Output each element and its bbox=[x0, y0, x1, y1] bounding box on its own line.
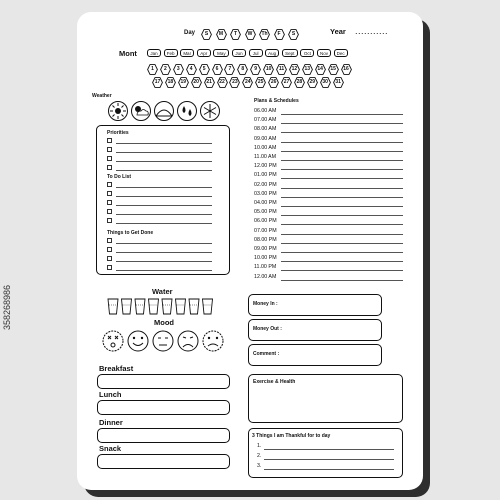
date-hex-label: 31 bbox=[335, 79, 341, 85]
sad-face-icon[interactable] bbox=[178, 331, 198, 351]
date-hex[interactable] bbox=[242, 77, 253, 88]
thankful-item-number: 1. bbox=[257, 443, 262, 449]
month-pill[interactable]: Mar bbox=[180, 49, 194, 57]
dizzy-face-icon[interactable] bbox=[103, 331, 123, 351]
task-line[interactable] bbox=[116, 143, 212, 144]
date-hex-label: 1 bbox=[151, 66, 154, 72]
water-cup-icon[interactable] bbox=[176, 299, 186, 314]
date-hex[interactable] bbox=[315, 64, 326, 75]
schedule-time: 07.00 PM bbox=[254, 227, 277, 234]
month-pill[interactable]: Aug bbox=[265, 49, 279, 57]
schedule-time: 01.00 PM bbox=[254, 172, 277, 179]
things-label: Things to Get Done bbox=[107, 230, 154, 236]
date-hex[interactable] bbox=[276, 64, 287, 75]
image-id: 358268986 bbox=[2, 284, 12, 330]
day-hex-label: T bbox=[233, 31, 238, 37]
rain-icon[interactable] bbox=[178, 102, 197, 121]
date-hex[interactable] bbox=[281, 77, 292, 88]
date-hex-label: 4 bbox=[189, 66, 193, 72]
date-hex-label: 22 bbox=[219, 79, 225, 85]
task-line[interactable] bbox=[116, 261, 212, 262]
dinner-label: Dinner bbox=[99, 418, 123, 427]
date-hex[interactable] bbox=[263, 64, 274, 75]
date-hex-label: 12 bbox=[291, 66, 298, 72]
task-line[interactable] bbox=[116, 161, 212, 162]
schedule-time: 03.00 PM bbox=[254, 190, 277, 197]
date-hex-label: 7 bbox=[228, 66, 232, 72]
task-checkbox[interactable] bbox=[107, 165, 112, 170]
schedule-time: 09.00 PM bbox=[254, 246, 277, 252]
schedule-line[interactable] bbox=[281, 151, 403, 152]
month-pill[interactable]: Dec bbox=[334, 49, 348, 57]
day-hex-label: Th bbox=[261, 31, 268, 37]
day-hex[interactable] bbox=[288, 29, 299, 40]
day-label: Day bbox=[184, 30, 196, 36]
task-line[interactable] bbox=[116, 223, 212, 224]
task-checkbox[interactable] bbox=[107, 147, 112, 152]
schedule-line[interactable] bbox=[281, 169, 403, 170]
date-hex-label: 14 bbox=[317, 66, 323, 72]
water-cup-icon[interactable] bbox=[162, 299, 172, 314]
task-checkbox[interactable] bbox=[107, 200, 112, 205]
snow-icon[interactable] bbox=[201, 102, 220, 121]
todo-label: To Do List bbox=[107, 174, 132, 180]
date-hex-label: 3 bbox=[176, 66, 180, 72]
date-hex[interactable] bbox=[255, 77, 266, 88]
task-checkbox[interactable] bbox=[107, 209, 112, 214]
schedule-time: 10.00 AM bbox=[254, 144, 277, 151]
schedule-line[interactable] bbox=[281, 261, 403, 262]
schedule-line[interactable] bbox=[281, 270, 403, 271]
neutral-face-icon[interactable] bbox=[153, 331, 173, 351]
schedule-line[interactable] bbox=[281, 114, 403, 115]
date-hex-label: 19 bbox=[180, 79, 187, 85]
thankful-line[interactable] bbox=[264, 449, 394, 450]
month-pill[interactable]: Jul bbox=[249, 49, 263, 57]
schedule-time: 10.00 PM bbox=[254, 255, 277, 262]
month-pill[interactable]: Oct bbox=[300, 49, 314, 57]
schedule-line[interactable] bbox=[281, 160, 403, 161]
date-hex-label: 9 bbox=[254, 66, 258, 72]
money-in-label: Money In : bbox=[253, 301, 278, 307]
date-hex-label: 2 bbox=[164, 66, 167, 72]
date-hex-label: 26 bbox=[270, 79, 277, 85]
task-checkbox[interactable] bbox=[107, 247, 112, 252]
date-hex-label: 8 bbox=[241, 66, 245, 72]
schedule-line[interactable] bbox=[281, 215, 403, 216]
month-pill[interactable]: Nov bbox=[317, 49, 331, 57]
schedule-time: 11.00 PM bbox=[254, 264, 277, 271]
month-pill[interactable]: Feb bbox=[164, 49, 178, 57]
month-pill[interactable]: Apr bbox=[197, 49, 211, 57]
date-hex[interactable] bbox=[217, 77, 228, 88]
schedule-time: 06.00 AM bbox=[254, 108, 277, 114]
water-cup-icon[interactable] bbox=[122, 299, 132, 314]
date-hex[interactable] bbox=[165, 77, 176, 88]
month-pill[interactable]: Jan bbox=[147, 49, 161, 57]
date-hex-label: 21 bbox=[206, 79, 212, 85]
date-hex[interactable] bbox=[204, 77, 215, 88]
exercise-label: Exercise & Health bbox=[253, 379, 296, 385]
schedule-time: 11.00 AM bbox=[254, 154, 276, 160]
sun-icon[interactable] bbox=[109, 102, 128, 121]
date-hex[interactable] bbox=[186, 64, 197, 75]
water-cup-icon[interactable] bbox=[135, 299, 145, 314]
schedule-line[interactable] bbox=[281, 142, 403, 143]
month-pill[interactable]: Sept bbox=[282, 49, 298, 57]
date-hex[interactable] bbox=[294, 77, 305, 88]
task-checkbox[interactable] bbox=[107, 218, 112, 223]
thankful-item-number: 3. bbox=[257, 463, 262, 469]
month-pill[interactable]: May bbox=[213, 49, 229, 57]
day-hex[interactable] bbox=[201, 29, 212, 40]
task-line[interactable] bbox=[116, 243, 212, 244]
schedule-time: 05.00 PM bbox=[254, 209, 277, 216]
snack-label: Snack bbox=[99, 444, 122, 453]
water-label: Water bbox=[152, 287, 173, 296]
date-hex-label: 6 bbox=[215, 66, 219, 72]
thankful-label: 3 Things I am Thankful for to day bbox=[252, 433, 331, 439]
day-hex[interactable] bbox=[274, 29, 285, 40]
month-label: Mont bbox=[119, 49, 137, 58]
date-hex[interactable] bbox=[229, 77, 240, 88]
schedule-line[interactable] bbox=[281, 132, 403, 133]
thankful-item-number: 2. bbox=[257, 453, 262, 459]
task-checkbox[interactable] bbox=[107, 265, 112, 270]
date-hex-label: 5 bbox=[202, 66, 206, 72]
mood-faces bbox=[102, 328, 224, 359]
day-hex[interactable] bbox=[245, 29, 256, 40]
date-hex-label: 30 bbox=[322, 79, 328, 85]
schedule-time: 12.00 PM bbox=[254, 163, 277, 170]
water-cup-icon[interactable] bbox=[149, 299, 159, 314]
date-hex[interactable] bbox=[152, 77, 163, 88]
lunch-field[interactable] bbox=[97, 400, 230, 415]
schedule-time: 02.00 PM bbox=[254, 181, 277, 188]
date-hex-label: 18 bbox=[167, 79, 174, 85]
date-hex[interactable] bbox=[341, 64, 352, 75]
date-hex[interactable] bbox=[268, 77, 279, 88]
day-hex-label: W bbox=[247, 31, 253, 37]
date-hex-label: 25 bbox=[257, 79, 264, 85]
water-cup-icon[interactable] bbox=[189, 299, 199, 314]
date-hex[interactable] bbox=[333, 77, 344, 88]
date-hex[interactable] bbox=[191, 77, 202, 88]
day-hex-label: S bbox=[291, 31, 296, 37]
date-hex[interactable] bbox=[224, 64, 235, 75]
schedule-time: 12.00 AM bbox=[254, 273, 277, 280]
date-hex[interactable] bbox=[147, 64, 158, 75]
task-line[interactable] bbox=[116, 214, 212, 215]
day-hex-label: F bbox=[277, 31, 281, 37]
date-hex-label: 17 bbox=[154, 79, 161, 85]
day-hex-label: S bbox=[204, 31, 209, 37]
mood-label: Mood bbox=[154, 318, 174, 327]
date-hex-label: 15 bbox=[330, 66, 336, 72]
weather-label: Weather bbox=[92, 93, 112, 99]
water-cup-icon[interactable] bbox=[203, 299, 213, 314]
dinner-field[interactable] bbox=[97, 428, 230, 443]
schedule-line[interactable] bbox=[281, 178, 403, 179]
money-out-label: Money Out : bbox=[253, 326, 282, 332]
date-hex[interactable] bbox=[199, 64, 210, 75]
task-line[interactable] bbox=[116, 270, 212, 271]
day-hex[interactable] bbox=[230, 29, 241, 40]
date-hex[interactable] bbox=[289, 64, 300, 75]
task-line[interactable] bbox=[116, 170, 212, 171]
schedule-line[interactable] bbox=[281, 243, 403, 244]
breakfast-field[interactable] bbox=[97, 374, 230, 389]
date-hex-label: 10 bbox=[265, 66, 272, 72]
day-hex-label: M bbox=[218, 31, 224, 37]
date-hex-label: 28 bbox=[296, 79, 303, 85]
lunch-label: Lunch bbox=[99, 390, 122, 399]
happy-face-icon[interactable] bbox=[128, 331, 148, 351]
task-line[interactable] bbox=[116, 205, 212, 206]
task-checkbox[interactable] bbox=[107, 191, 112, 196]
schedule-label: Plans & Schedules bbox=[254, 98, 299, 104]
thankful-line[interactable] bbox=[264, 469, 394, 470]
date-hex[interactable] bbox=[212, 64, 223, 75]
task-checkbox[interactable] bbox=[107, 182, 112, 187]
priorities-label: Priorities bbox=[107, 130, 129, 136]
schedule-line[interactable] bbox=[281, 234, 403, 235]
task-line[interactable] bbox=[116, 187, 212, 188]
date-hex[interactable] bbox=[250, 64, 261, 75]
date-hex[interactable] bbox=[173, 64, 184, 75]
date-hex-label: 13 bbox=[304, 66, 311, 72]
year-dots: ........... bbox=[355, 26, 389, 36]
schedule-time: 09.00 AM bbox=[254, 135, 277, 142]
task-line[interactable] bbox=[116, 252, 212, 253]
schedule-line[interactable] bbox=[281, 280, 403, 281]
schedule-time: 04.00 PM bbox=[254, 200, 277, 206]
date-hex-label: 23 bbox=[232, 79, 238, 85]
mountain-icon[interactable] bbox=[155, 102, 174, 121]
schedule-time: 08.00 PM bbox=[254, 236, 277, 243]
date-hex-label: 29 bbox=[309, 79, 316, 85]
schedule-line[interactable] bbox=[281, 224, 403, 225]
task-checkbox[interactable] bbox=[107, 138, 112, 143]
year-label: Year bbox=[330, 27, 346, 36]
date-hex-label: 24 bbox=[245, 79, 251, 85]
date-hex[interactable] bbox=[302, 64, 313, 75]
date-hex[interactable] bbox=[320, 77, 331, 88]
comment-label: Comment : bbox=[253, 351, 280, 357]
day-hex[interactable] bbox=[259, 29, 270, 40]
date-hex[interactable] bbox=[160, 64, 171, 75]
schedule-time: 06.00 PM bbox=[254, 218, 277, 225]
date-hex-label: 20 bbox=[193, 79, 199, 85]
breakfast-label: Breakfast bbox=[99, 364, 134, 373]
water-cup-icon[interactable] bbox=[108, 299, 118, 314]
frowning-face-icon[interactable] bbox=[203, 331, 223, 351]
schedule-line[interactable] bbox=[281, 206, 403, 207]
schedule-line[interactable] bbox=[281, 252, 403, 253]
schedule-line[interactable] bbox=[281, 197, 403, 198]
partly-cloudy-icon[interactable] bbox=[132, 102, 151, 121]
schedule-time: 07.00 AM bbox=[254, 117, 277, 124]
day-hex[interactable] bbox=[216, 29, 227, 40]
date-hex-label: 27 bbox=[283, 79, 290, 85]
thankful-line[interactable] bbox=[264, 459, 394, 460]
task-checkbox[interactable] bbox=[107, 238, 112, 243]
schedule-line[interactable] bbox=[281, 123, 403, 124]
task-checkbox[interactable] bbox=[107, 156, 112, 161]
month-pill[interactable]: Jun bbox=[232, 49, 246, 57]
date-hex[interactable] bbox=[328, 64, 339, 75]
task-line[interactable] bbox=[116, 196, 212, 197]
snack-field[interactable] bbox=[97, 454, 230, 469]
date-hex-label: 11 bbox=[278, 66, 285, 72]
date-hex[interactable] bbox=[178, 77, 189, 88]
task-line[interactable] bbox=[116, 152, 212, 153]
schedule-line[interactable] bbox=[281, 188, 403, 189]
date-hex[interactable] bbox=[307, 77, 318, 88]
task-checkbox[interactable] bbox=[107, 256, 112, 261]
date-hex-label: 16 bbox=[343, 66, 349, 72]
date-hex[interactable] bbox=[237, 64, 248, 75]
schedule-time: 08.00 AM bbox=[254, 126, 277, 133]
